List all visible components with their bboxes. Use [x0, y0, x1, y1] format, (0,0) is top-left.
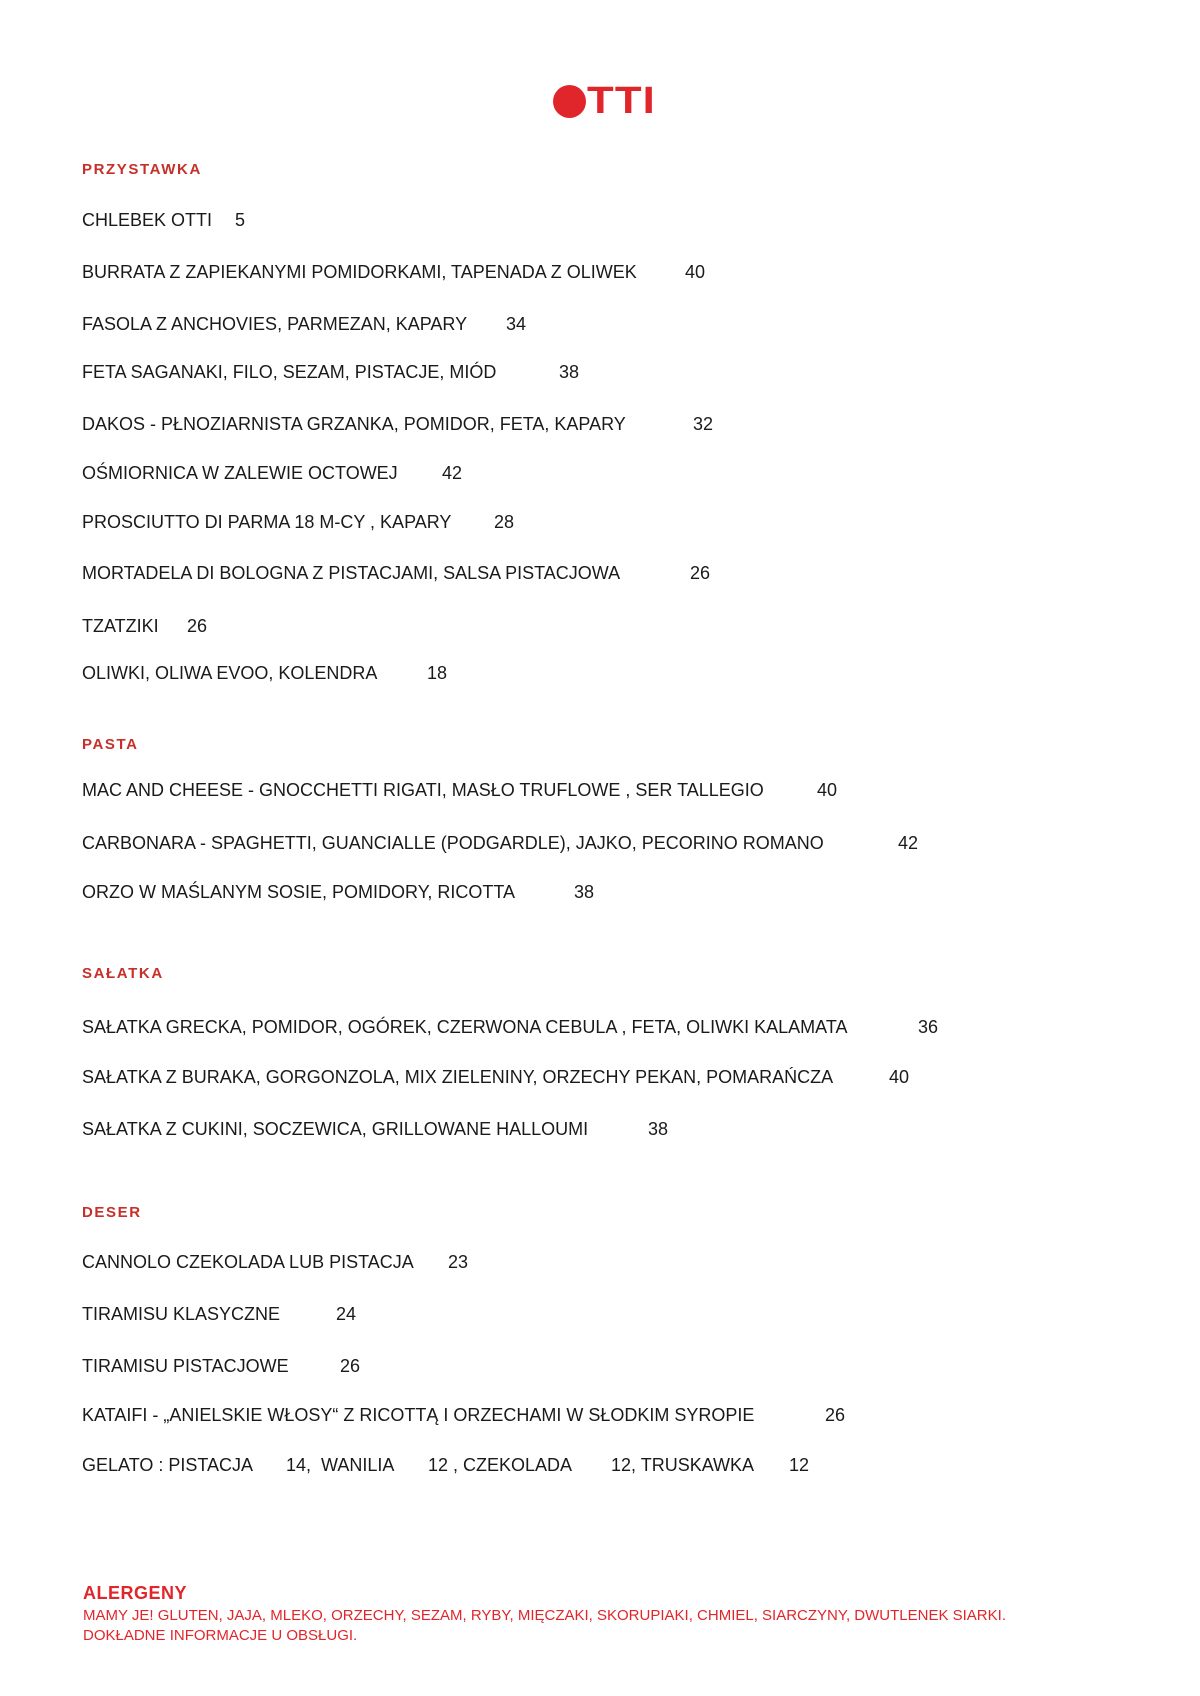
menu-item-price: 38: [574, 882, 595, 902]
gelato-price-czekolada: 12, TRUSKAWKA: [611, 1455, 755, 1475]
menu-item: OLIWKI, OLIWA EVOO, KOLENDRA: [82, 663, 378, 683]
menu-item-price: 34: [506, 314, 527, 334]
menu-item-price: 26: [825, 1405, 846, 1425]
menu-item: SAŁATKA Z CUKINI, SOCZEWICA, GRILLOWANE HALLOUMI: [82, 1119, 589, 1139]
menu-item-price: 24: [336, 1304, 357, 1324]
menu-item-price: 40: [685, 262, 706, 282]
menu-item: KATAIFI - „ANIELSKIE WŁOSY“ Z RICOTTĄ I ORZECHAMI W SŁODKIM SYROPIE: [82, 1405, 755, 1425]
menu-item: BURRATA Z ZAPIEKANYMI POMIDORKAMI, TAPENADA Z OLIWEK: [82, 262, 637, 282]
menu-item: TIRAMISU KLASYCZNE: [82, 1304, 281, 1324]
section-title-przystawka: PRZYSTAWKA: [82, 161, 202, 178]
menu-item-price: 38: [648, 1119, 669, 1139]
menu-item: CARBONARA - SPAGHETTI, GUANCIALLE (PODGARDLE), JAJKO, PECORINO ROMANO: [82, 833, 824, 853]
allergens-info: DOKŁADNE INFORMACJE U OBSŁUGI.: [83, 1627, 358, 1644]
menu-item-price: 38: [559, 362, 580, 382]
menu-item: OŚMIORNICA W ZALEWIE OCTOWEJ: [82, 463, 398, 483]
menu-item: SAŁATKA Z BURAKA, GORGONZOLA, MIX ZIELENINY, ORZECHY PEKAN, POMARAŃCZA: [82, 1067, 834, 1087]
allergens-list: MAMY JE! GLUTEN, JAJA, MLEKO, ORZECHY, SEZAM, RYBY, MIĘCZAKI, SKORUPIAKI, CHMIEL, SIARCZYNY, DWUTLENEK SIARKI.: [83, 1607, 1006, 1624]
gelato-flavor-wanilia: WANILIA: [321, 1455, 395, 1475]
menu-item: TZATZIKI: [82, 616, 159, 636]
menu-item-price: 26: [187, 616, 208, 636]
menu-item-price: 42: [898, 833, 919, 853]
gelato-price-pistacja: 14,: [286, 1455, 312, 1475]
menu-item-price: 36: [918, 1017, 939, 1037]
menu-item: SAŁATKA GRECKA, POMIDOR, OGÓREK, CZERWONA CEBULA , FETA, OLIWKI KALAMATA: [82, 1017, 848, 1037]
menu-item: ORZO W MAŚLANYM SOSIE, POMIDORY, RICOTTA: [82, 882, 516, 902]
menu-item-gelato: GELATO : PISTACJA: [82, 1455, 254, 1475]
menu-item-price: 18: [427, 663, 448, 683]
menu-item-price: 23: [448, 1252, 469, 1272]
menu-item-price: 28: [494, 512, 515, 532]
menu-item: CANNOLO CZEKOLADA LUB PISTACJA: [82, 1252, 414, 1272]
section-title-salatka: SAŁATKA: [82, 965, 164, 982]
menu-item: TIRAMISU PISTACJOWE: [82, 1356, 289, 1376]
menu-item-price: 26: [340, 1356, 361, 1376]
logo-text: TTI: [587, 80, 656, 122]
menu-item-price: 40: [889, 1067, 910, 1087]
menu-item: CHLEBEK OTTI: [82, 210, 213, 230]
logo-circle-icon: [553, 85, 586, 118]
menu-item-price: 42: [442, 463, 463, 483]
gelato-price-truskawka: 12: [789, 1455, 810, 1475]
menu-item: PROSCIUTTO DI PARMA 18 M-CY , KAPARY: [82, 512, 452, 532]
menu-item-price: 32: [693, 414, 714, 434]
gelato-price-wanilia: 12 , CZEKOLADA: [428, 1455, 573, 1475]
menu-item: FETA SAGANAKI, FILO, SEZAM, PISTACJE, MIÓD: [82, 362, 497, 382]
menu-item-price: 26: [690, 563, 711, 583]
allergens-title: ALERGENY: [83, 1583, 188, 1603]
section-title-deser: DESER: [82, 1204, 142, 1221]
menu-item-price: 40: [817, 780, 838, 800]
section-title-pasta: PASTA: [82, 736, 139, 753]
otti-logo: [553, 80, 656, 122]
menu-item: FASOLA Z ANCHOVIES, PARMEZAN, KAPARY: [82, 314, 468, 334]
menu-item: MORTADELA DI BOLOGNA Z PISTACJAMI, SALSA PISTACJOWA: [82, 563, 621, 583]
menu-item: DAKOS - PŁNOZIARNISTA GRZANKA, POMIDOR, FETA, KAPARY: [82, 414, 626, 434]
menu-item: MAC AND CHEESE - GNOCCHETTI RIGATI, MASŁO TRUFLOWE , SER TALLEGIO: [82, 780, 764, 800]
menu-item-price: 5: [235, 210, 246, 230]
